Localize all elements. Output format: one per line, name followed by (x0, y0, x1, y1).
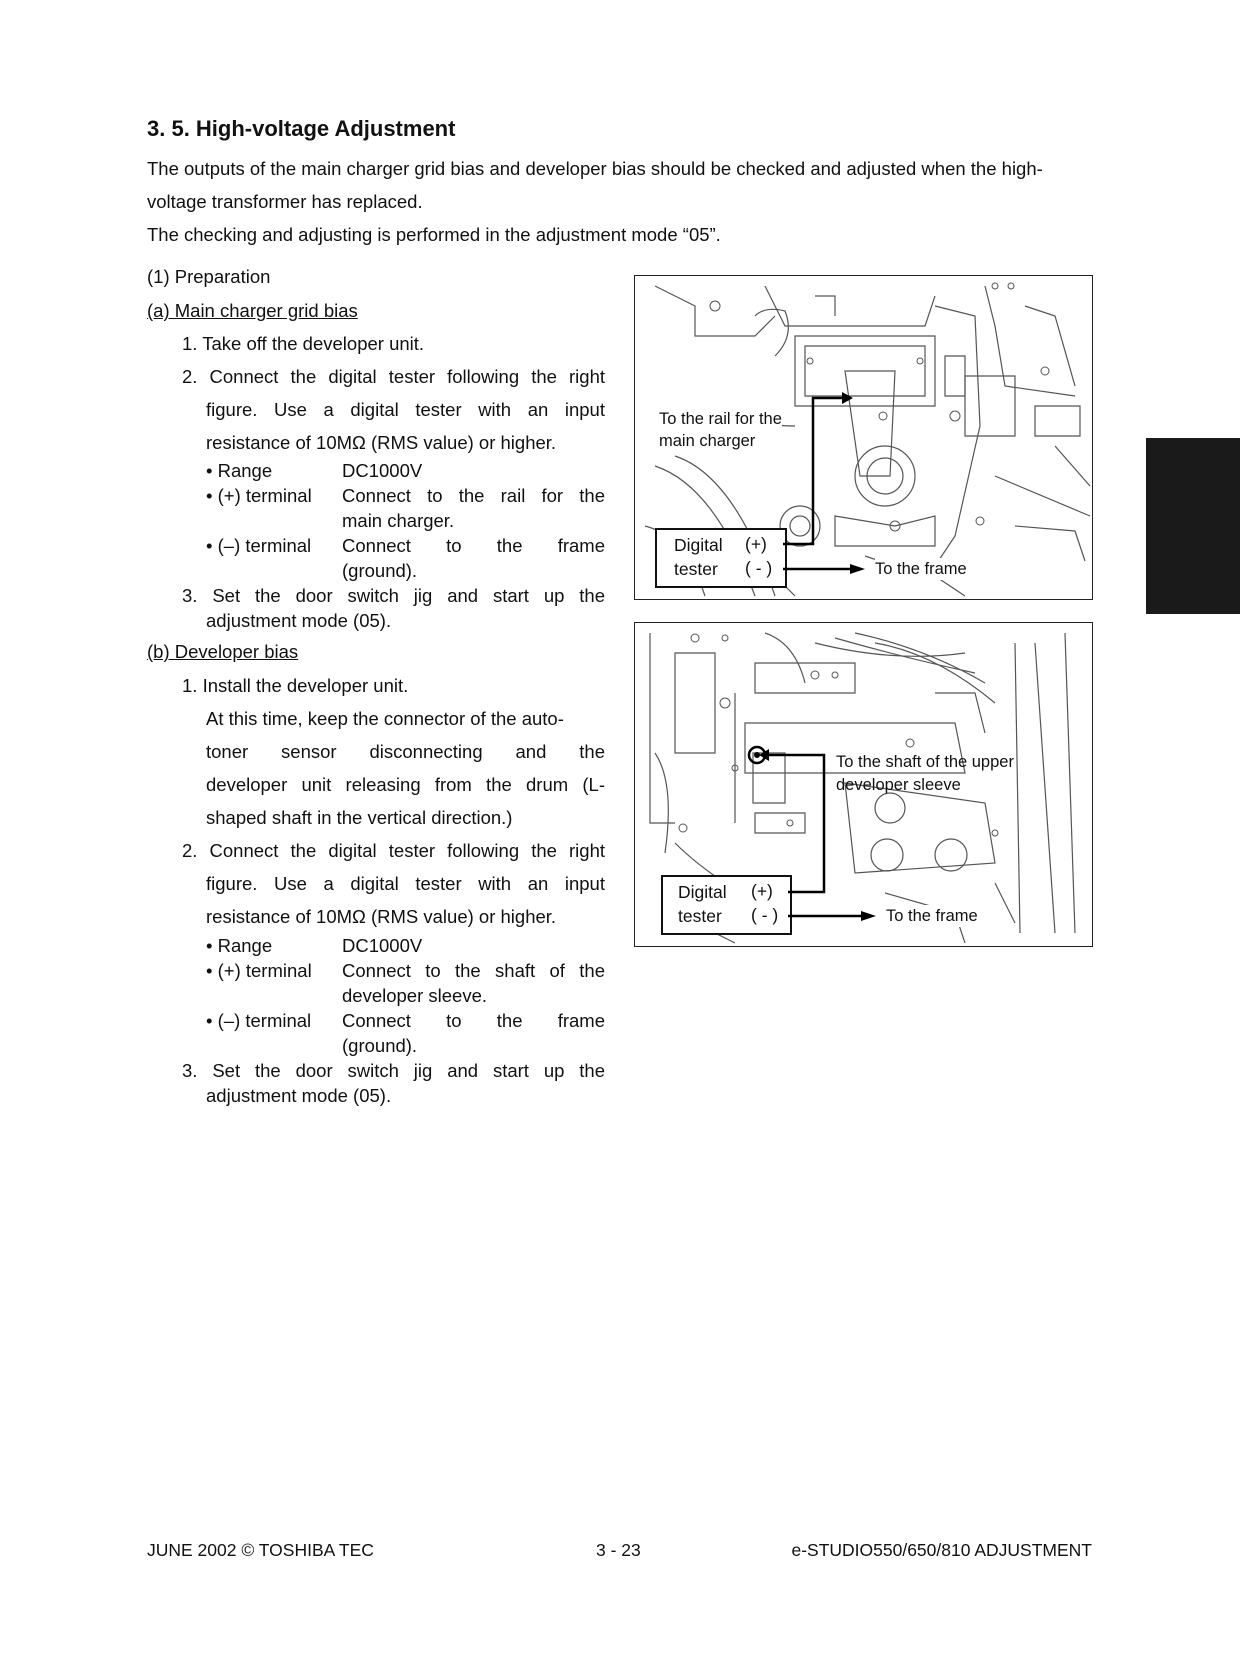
shaft-label: To the shaft of the upper (836, 753, 1014, 771)
range-label: • Range (206, 460, 273, 481)
section-heading: 3. 5. High-voltage Adjustment (147, 116, 456, 141)
tester-label: tester (674, 559, 718, 579)
step-a2-line: 2. Connect the digital tester following the right (182, 366, 605, 387)
step-b1-note: toner sensor disconnecting and the (206, 741, 605, 762)
plus-terminal-label: • (+) terminal (206, 485, 312, 506)
plus-terminal-value: developer sleeve. (342, 985, 488, 1006)
intro-paragraph: The outputs of the main charger grid bias and developer bias should be checked and adjusted when the high-voltage transformer has replaced. (147, 158, 1043, 212)
step-a2-line: figure. Use a digital tester with an input (206, 399, 605, 420)
frame-label: To the frame (875, 560, 967, 578)
step-a2-line: resistance of 10MΩ (RMS value) or higher. (206, 432, 557, 453)
chapter-tab-marker (1146, 438, 1240, 614)
minus-terminal-label: • (–) terminal (206, 535, 312, 556)
tester-label: tester (678, 906, 722, 926)
tester-label: Digital (678, 882, 727, 902)
minus-terminal-value: (ground). (342, 1035, 418, 1056)
footer-model: e-STUDIO550/650/810 ADJUSTMENT (791, 1540, 1092, 1560)
section-b-title: (b) Developer bias (147, 641, 299, 662)
footer-date: JUNE 2002 © TOSHIBA TEC (147, 1540, 374, 1560)
plus-terminal-value: Connect to the shaft of the (342, 960, 605, 981)
range-value: DC1000V (342, 460, 423, 481)
rail-label: To the rail for the (659, 410, 782, 428)
step-a3: adjustment mode (05). (206, 610, 392, 631)
step-b1-note: At this time, keep the connector of the auto- (206, 708, 564, 729)
step-a3: 3. Set the door switch jig and start up the (182, 585, 605, 606)
plus-terminal: (+) (751, 881, 773, 901)
preparation-heading: (1) Preparation (147, 266, 271, 287)
shaft-label: developer sleeve (836, 776, 961, 794)
step-b1-note: developer unit releasing from the drum (L- (206, 774, 605, 795)
developer-bias-figure (634, 622, 1093, 947)
frame-label: To the frame (886, 907, 978, 925)
step-b2-line: resistance of 10MΩ (RMS value) or higher. (206, 906, 557, 927)
step-b3: 3. Set the door switch jig and start up the (182, 1060, 605, 1081)
wiring-overlay (635, 623, 1092, 946)
wiring-overlay (635, 276, 1092, 599)
minus-terminal-value: Connect to the frame (342, 535, 605, 556)
footer-page-number: 3 - 23 (596, 1540, 641, 1560)
step-b3: adjustment mode (05). (206, 1085, 392, 1106)
procedure-column (147, 0, 605, 1654)
step-b2-line: figure. Use a digital tester with an input (206, 873, 605, 894)
step-b2-line: 2. Connect the digital tester following the right (182, 840, 605, 861)
plus-terminal: (+) (745, 534, 767, 554)
plus-terminal-value: main charger. (342, 510, 455, 531)
minus-terminal-value: Connect to the frame (342, 1010, 605, 1031)
minus-terminal-label: • (–) terminal (206, 1010, 312, 1031)
range-value: DC1000V (342, 935, 423, 956)
main-charger-figure (634, 275, 1093, 600)
range-label: • Range (206, 935, 273, 956)
step-a1: 1. Take off the developer unit. (182, 333, 425, 354)
intro-paragraph: The checking and adjusting is performed in the adjustment mode “05”. (147, 224, 721, 245)
rail-label: main charger (659, 432, 756, 450)
minus-terminal: ( - ) (745, 558, 773, 578)
section-a-title: (a) Main charger grid bias (147, 300, 358, 321)
minus-terminal-value: (ground). (342, 560, 418, 581)
plus-terminal-value: Connect to the rail for the (342, 485, 605, 506)
step-b1-note: shaped shaft in the vertical direction.) (206, 807, 513, 828)
plus-terminal-label: • (+) terminal (206, 960, 312, 981)
minus-terminal: ( - ) (751, 905, 779, 925)
tester-label: Digital (674, 535, 723, 555)
step-b1: 1. Install the developer unit. (182, 675, 409, 696)
